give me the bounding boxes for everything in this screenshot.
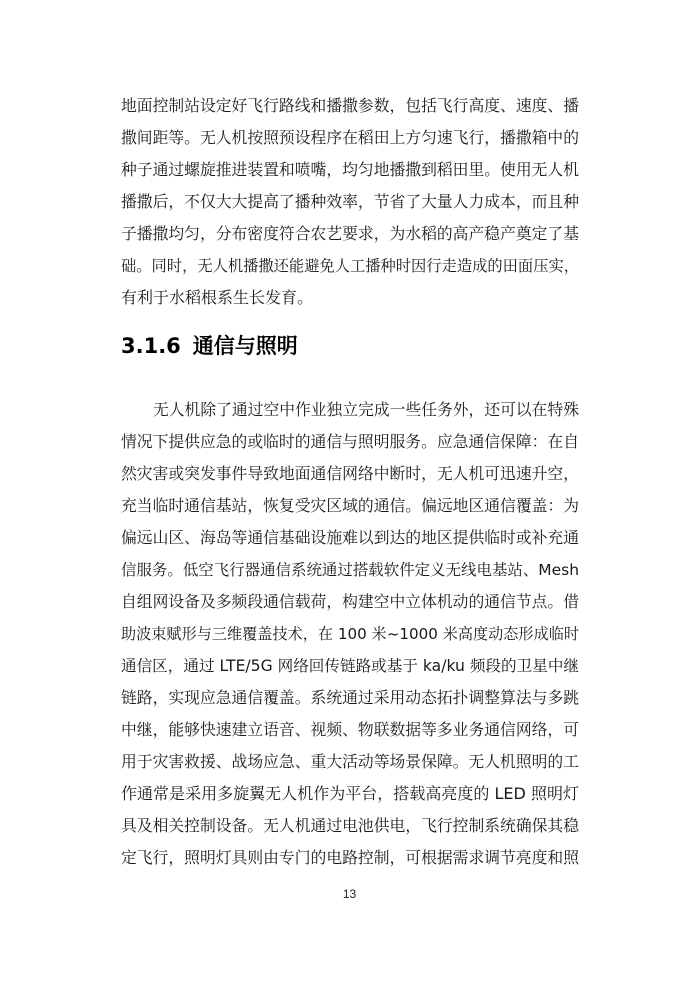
paragraph-line: 充当临时通信基站，恢复受灾区域的通信。偏远地区通信覆盖：为 [121, 496, 579, 515]
paragraph-line: 链路，实现应急通信覆盖。系统通过采用动态拓扑调整算法与多跳 [121, 688, 579, 707]
paragraph-line: 中继，能够快速建立语音、视频、物联数据等多业务通信网络，可 [121, 720, 579, 739]
paragraph-line: 有利于水稻根系生长发育。 [121, 288, 314, 307]
paragraph-line: 地面控制站设定好飞行路线和播撒参数，包括飞行高度、速度、播 [121, 96, 579, 115]
paragraph-line: 通信区，通过 LTE/5G 网络回传链路或基于 ka/ku 频段的卫星中继 [121, 657, 579, 675]
paragraph-line: 助波束赋形与三维覆盖技术，在 100 米~1000 米高度动态形成临时 [121, 625, 579, 643]
paragraph-line: 具及相关控制设备。无人机通过电池供电，飞行控制系统确保其稳 [121, 816, 579, 835]
paragraph-line: 偏远山区、海岛等通信基础设施难以到达的地区提供临时或补充通 [121, 528, 579, 547]
section-title: 通信与照明 [192, 334, 298, 358]
paragraph-line: 情况下提供应急的或临时的通信与照明服务。应急通信保障：在自 [121, 432, 579, 451]
section-heading [121, 328, 298, 364]
section-number: 3.1.6 [121, 334, 181, 358]
paragraph-line: 自组网设备及多频段通信载荷，构建空中立体机动的通信节点。借 [121, 592, 579, 611]
paragraph-line: 础。同时，无人机播撒还能避免人工播种时因行走造成的田面压实， [121, 257, 579, 275]
paragraph-line: 撒间距等。无人机按照预设程序在稻田上方匀速飞行，播撒箱中的 [121, 128, 579, 147]
paragraph-line: 无人机除了通过空中作业独立完成一些任务外，还可以在特殊 [153, 400, 579, 419]
paragraph-line: 作通常是采用多旋翼无人机作为平台，搭载高亮度的 LED 照明灯 [121, 784, 579, 803]
paragraph-line: 播撒后，不仅大大提高了播种效率，节省了大量人力成本，而且种 [121, 192, 579, 211]
paragraph-line: 种子通过螺旋推进装置和喷嘴，均匀地播撒到稻田里。使用无人机 [121, 160, 579, 179]
paragraph-communication-lighting [121, 394, 579, 874]
paragraph-line: 子播撒均匀，分布密度符合农艺要求，为水稻的高产稳产奠定了基 [121, 224, 579, 243]
paragraph-line: 然灾害或突发事件导致地面通信网络中断时，无人机可迅速升空， [121, 464, 579, 483]
paragraph-seeding [121, 90, 579, 314]
page-number: 13 [342, 887, 357, 901]
paragraph-line: 用于灾害救援、战场应急、重大活动等场景保障。无人机照明的工 [121, 752, 579, 771]
paragraph-line: 定飞行，照明灯具则由专门的电路控制，可根据需求调节亮度和照 [121, 848, 579, 867]
paragraph-line: 信服务。低空飞行器通信系统通过搭载软件定义无线电基站、Mesh [121, 561, 579, 579]
